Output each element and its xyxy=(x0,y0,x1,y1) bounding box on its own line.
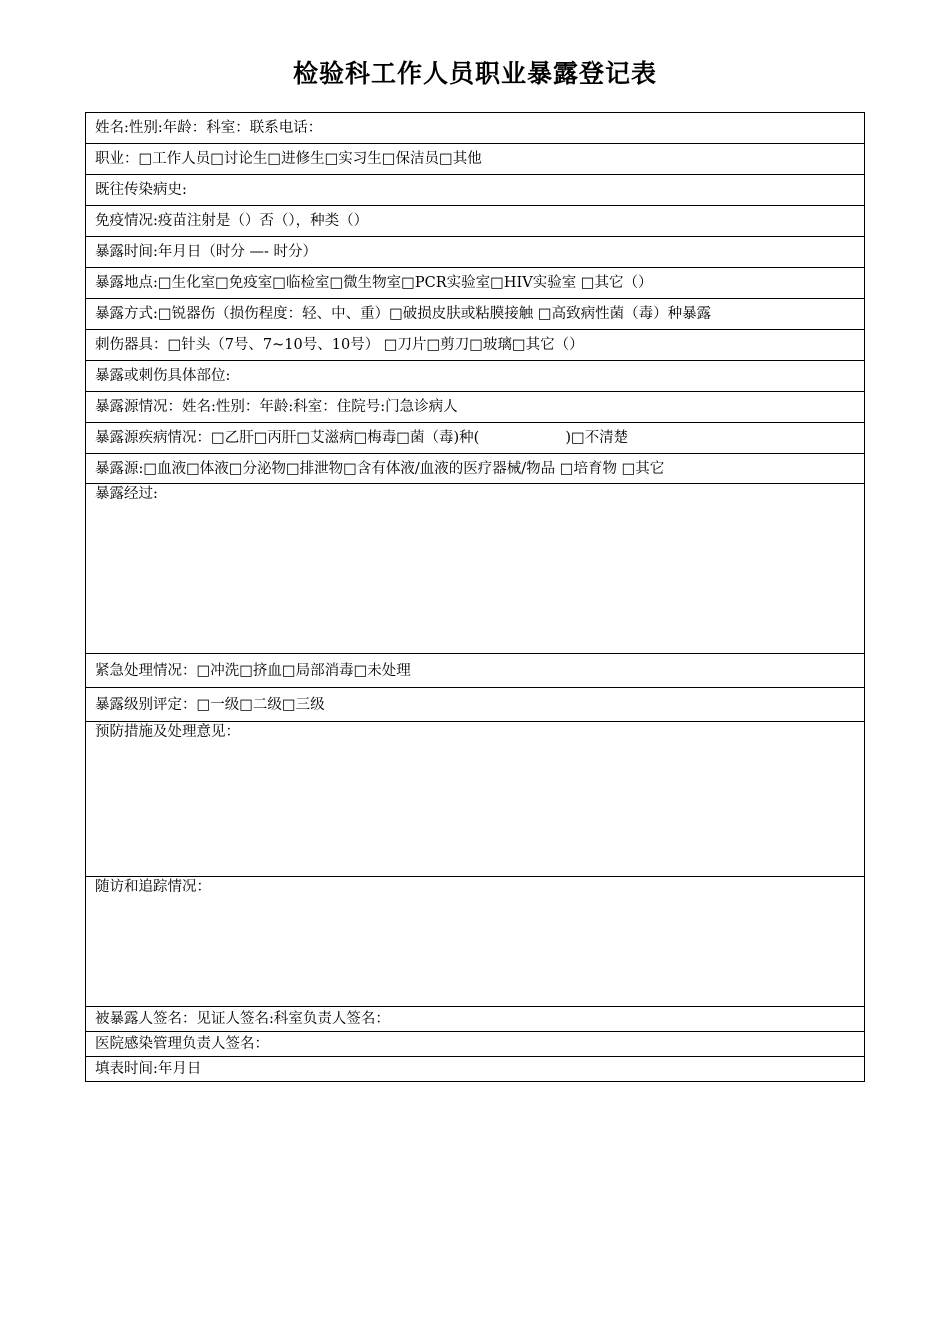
exposure-registration-table xyxy=(85,112,865,1082)
infection-history-field[interactable]: 既往传染病史: xyxy=(86,175,865,206)
personal-info-field[interactable]: 姓名:性别:年龄：科室：联系电话： xyxy=(86,113,865,144)
exposure-time-field[interactable]: 暴露时间:年月日（时分 —- 时分） xyxy=(86,237,865,268)
form-title: 检验科工作人员职业暴露登记表 xyxy=(292,59,657,88)
emergency-treatment-field[interactable]: 紧急处理情况：□冲洗□挤血□局部消毒□未处理 xyxy=(86,654,865,688)
signatures-field[interactable]: 被暴露人签名：见证人签名:科室负责人签名： xyxy=(86,1007,865,1032)
exposure-level-field[interactable]: 暴露级别评定：□一级□二级□三级 xyxy=(86,688,865,722)
exposure-location-field[interactable]: 暴露地点:□生化室□免疫室□临检室□微生物室□PCR实验室□HIV实验室 □其它（） xyxy=(86,268,865,299)
infection-control-signature-field[interactable]: 医院感染管理负责人签名： xyxy=(86,1032,865,1057)
immunization-field[interactable]: 免疫情况:疫苗注射是（）否（），种类（） xyxy=(86,206,865,237)
prevention-measures-field[interactable]: 预防措施及处理意见： xyxy=(86,722,865,877)
exposure-method-field[interactable]: 暴露方式:□锐器伤（损伤程度：轻、中、重）□破损皮肤或粘膜接触 □高致病性菌（毒）种暴露 xyxy=(86,299,865,330)
sharp-instrument-field[interactable]: 刺伤器具：□针头（7号、7~10号、10号） □刀片□剪刀□玻璃□其它（） xyxy=(86,330,865,361)
exposure-process-field[interactable]: 暴露经过: xyxy=(86,484,865,654)
follow-up-field[interactable]: 随访和追踪情况： xyxy=(86,877,865,1007)
injury-site-field[interactable]: 暴露或刺伤具体部位: xyxy=(86,361,865,392)
source-disease-label: 暴露源疾病情况：□乙肝□丙肝□艾滋病□梅毒□菌（毒)种( xyxy=(95,430,480,446)
source-patient-field[interactable]: 暴露源情况：姓名:性别：年龄:科室：住院号:门急诊病人 xyxy=(86,392,865,423)
source-disease-unknown: )□不清楚 xyxy=(565,430,629,446)
fill-date-field[interactable]: 填表时间:年月日 xyxy=(86,1057,865,1082)
exposure-source-field[interactable]: 暴露源:□血液□体液□分泌物□排泄物□含有体液/血液的医疗器械/物品 □培育物 □其它 xyxy=(86,454,865,484)
occupation-field[interactable]: 职业：□工作人员□讨论生□进修生□实习生□保洁员□其他 xyxy=(86,144,865,175)
source-disease-field[interactable] xyxy=(86,423,865,454)
